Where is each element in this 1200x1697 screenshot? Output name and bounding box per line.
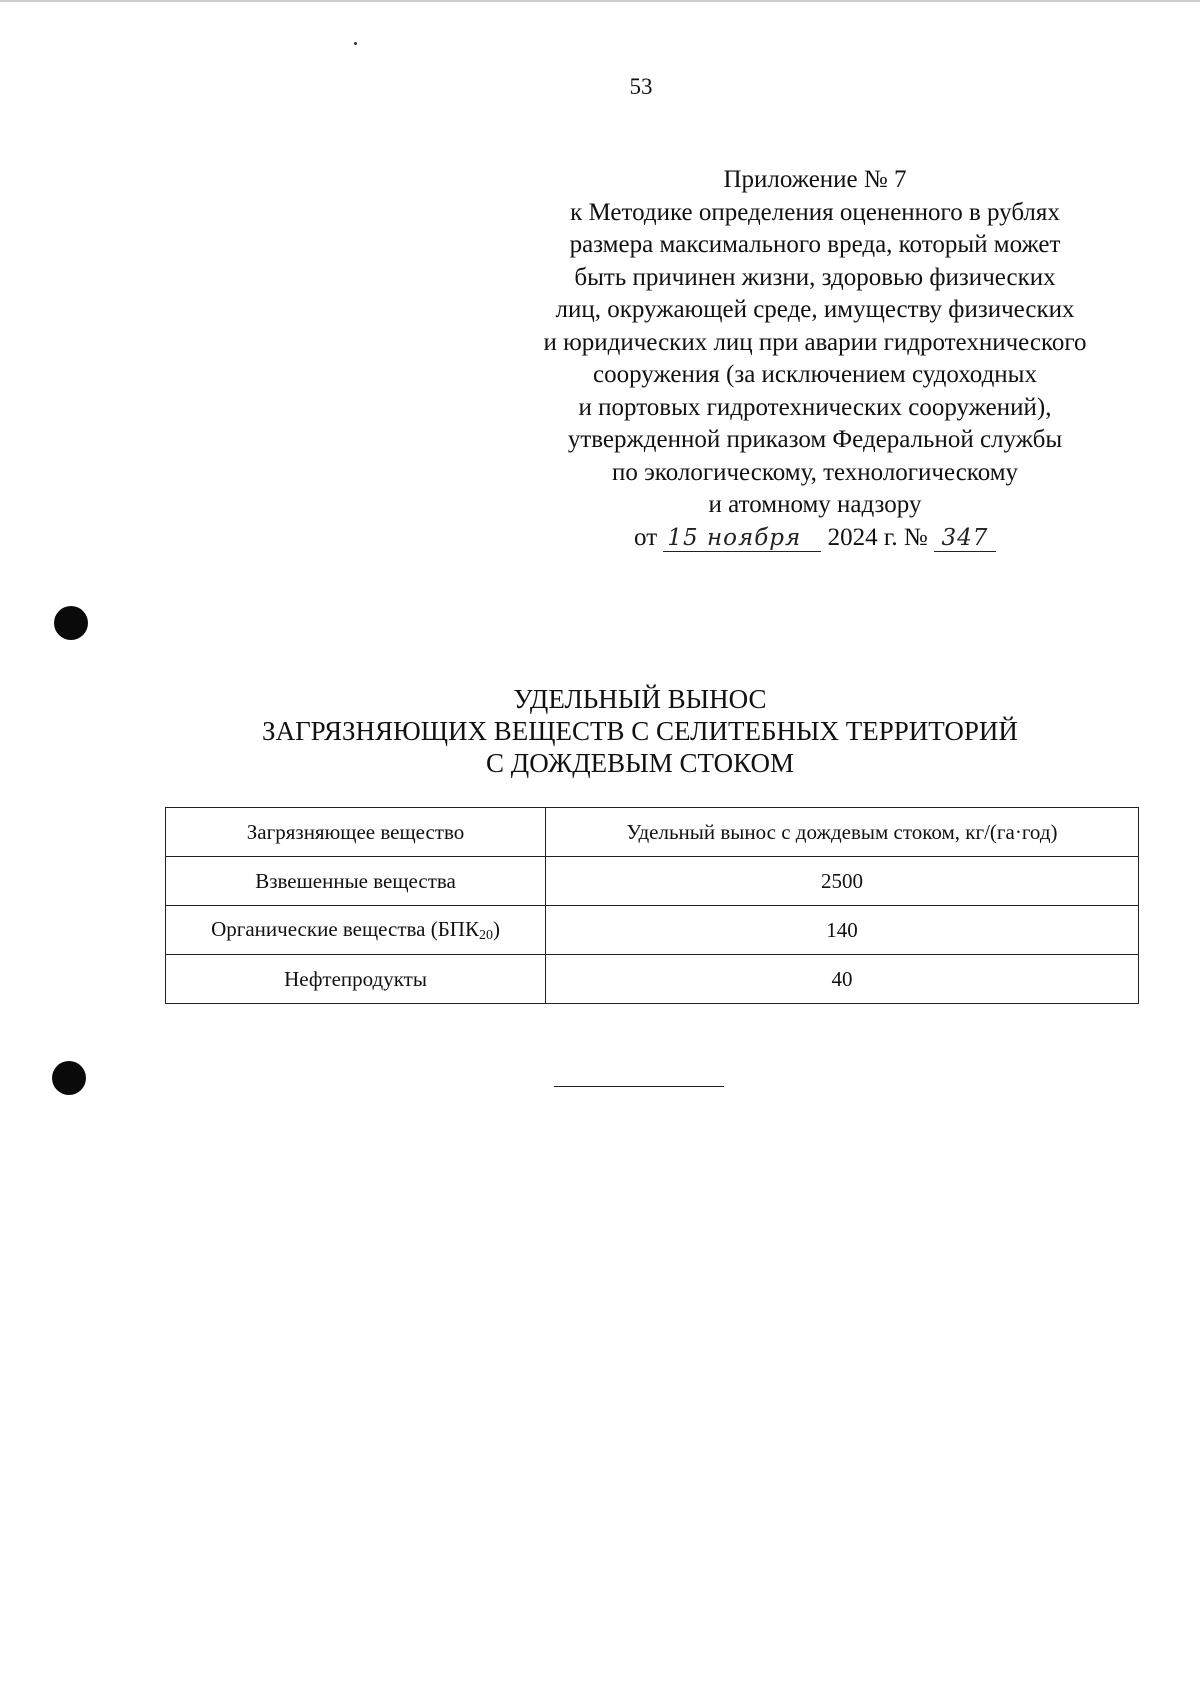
table-row [166, 857, 1139, 906]
appendix-line: лиц, окружающей среде, имуществу физических [555, 296, 1075, 323]
title-line: УДЕЛЬНЫЙ ВЫНОС [513, 684, 767, 714]
handwritten-date: 15 ноября [663, 525, 821, 552]
date-year: 2024 г. № [827, 523, 928, 551]
column-header-substance: Загрязняющее вещество [166, 808, 546, 857]
substance-name: Нефтепродукты [284, 966, 427, 991]
appendix-line: утвержденной приказом Федеральной службы [567, 426, 1063, 453]
substance-cell [166, 955, 546, 1004]
table-header-row [166, 808, 1139, 857]
value-cell: 40 [546, 955, 1139, 1004]
page-number: 53 [629, 74, 653, 99]
pollutant-table [165, 807, 1139, 1004]
substance-cell [166, 857, 546, 906]
title-line: ЗАГРЯЗНЯЮЩИХ ВЕЩЕСТВ С СЕЛИТЕБНЫХ ТЕРРИТОРИЙ [262, 716, 1018, 746]
appendix-title: Приложение № 7 [723, 166, 907, 193]
table-row [166, 906, 1139, 955]
handwritten-order-number: 347 [934, 525, 996, 552]
document-title [160, 683, 1120, 779]
scan-speck [354, 42, 357, 45]
end-divider [554, 1086, 724, 1087]
substance-name: Органические вещества (БПК [211, 916, 479, 941]
date-prefix: от [634, 523, 658, 551]
appendix-line: размера максимального вреда, который может [569, 231, 1061, 258]
substance-suffix: ) [492, 916, 500, 941]
punch-hole [52, 1061, 86, 1095]
appendix-line: и юридических лиц при аварии гидротехнического [543, 328, 1087, 356]
substance-cell [166, 906, 546, 955]
value-cell: 2500 [546, 857, 1139, 906]
appendix-header [495, 164, 1135, 554]
substance-name: Взвешенные вещества [255, 868, 456, 893]
appendix-line: и портовых гидротехнических сооружений), [578, 393, 1052, 421]
scan-top-edge [0, 0, 1200, 2]
value-cell: 140 [546, 906, 1139, 955]
appendix-line: быть причинен жизни, здоровью физических [574, 263, 1056, 291]
punch-hole [54, 606, 88, 640]
appendix-line: по экологическому, технологическому [611, 458, 1019, 486]
appendix-line: сооружения (за исключением судоходных [593, 361, 1037, 388]
approval-date-line [495, 522, 1135, 555]
column-header-specific-runoff: Удельный вынос с дождевым стоком, кг/(га·год) [546, 808, 1139, 857]
title-line: С ДОЖДЕВЫМ СТОКОМ [486, 748, 794, 778]
table-row [166, 955, 1139, 1004]
appendix-line: к Методике определения оцененного в рублях [570, 198, 1060, 226]
substance-subscript: 20 [478, 927, 493, 943]
appendix-line: и атомному надзору [708, 491, 922, 518]
